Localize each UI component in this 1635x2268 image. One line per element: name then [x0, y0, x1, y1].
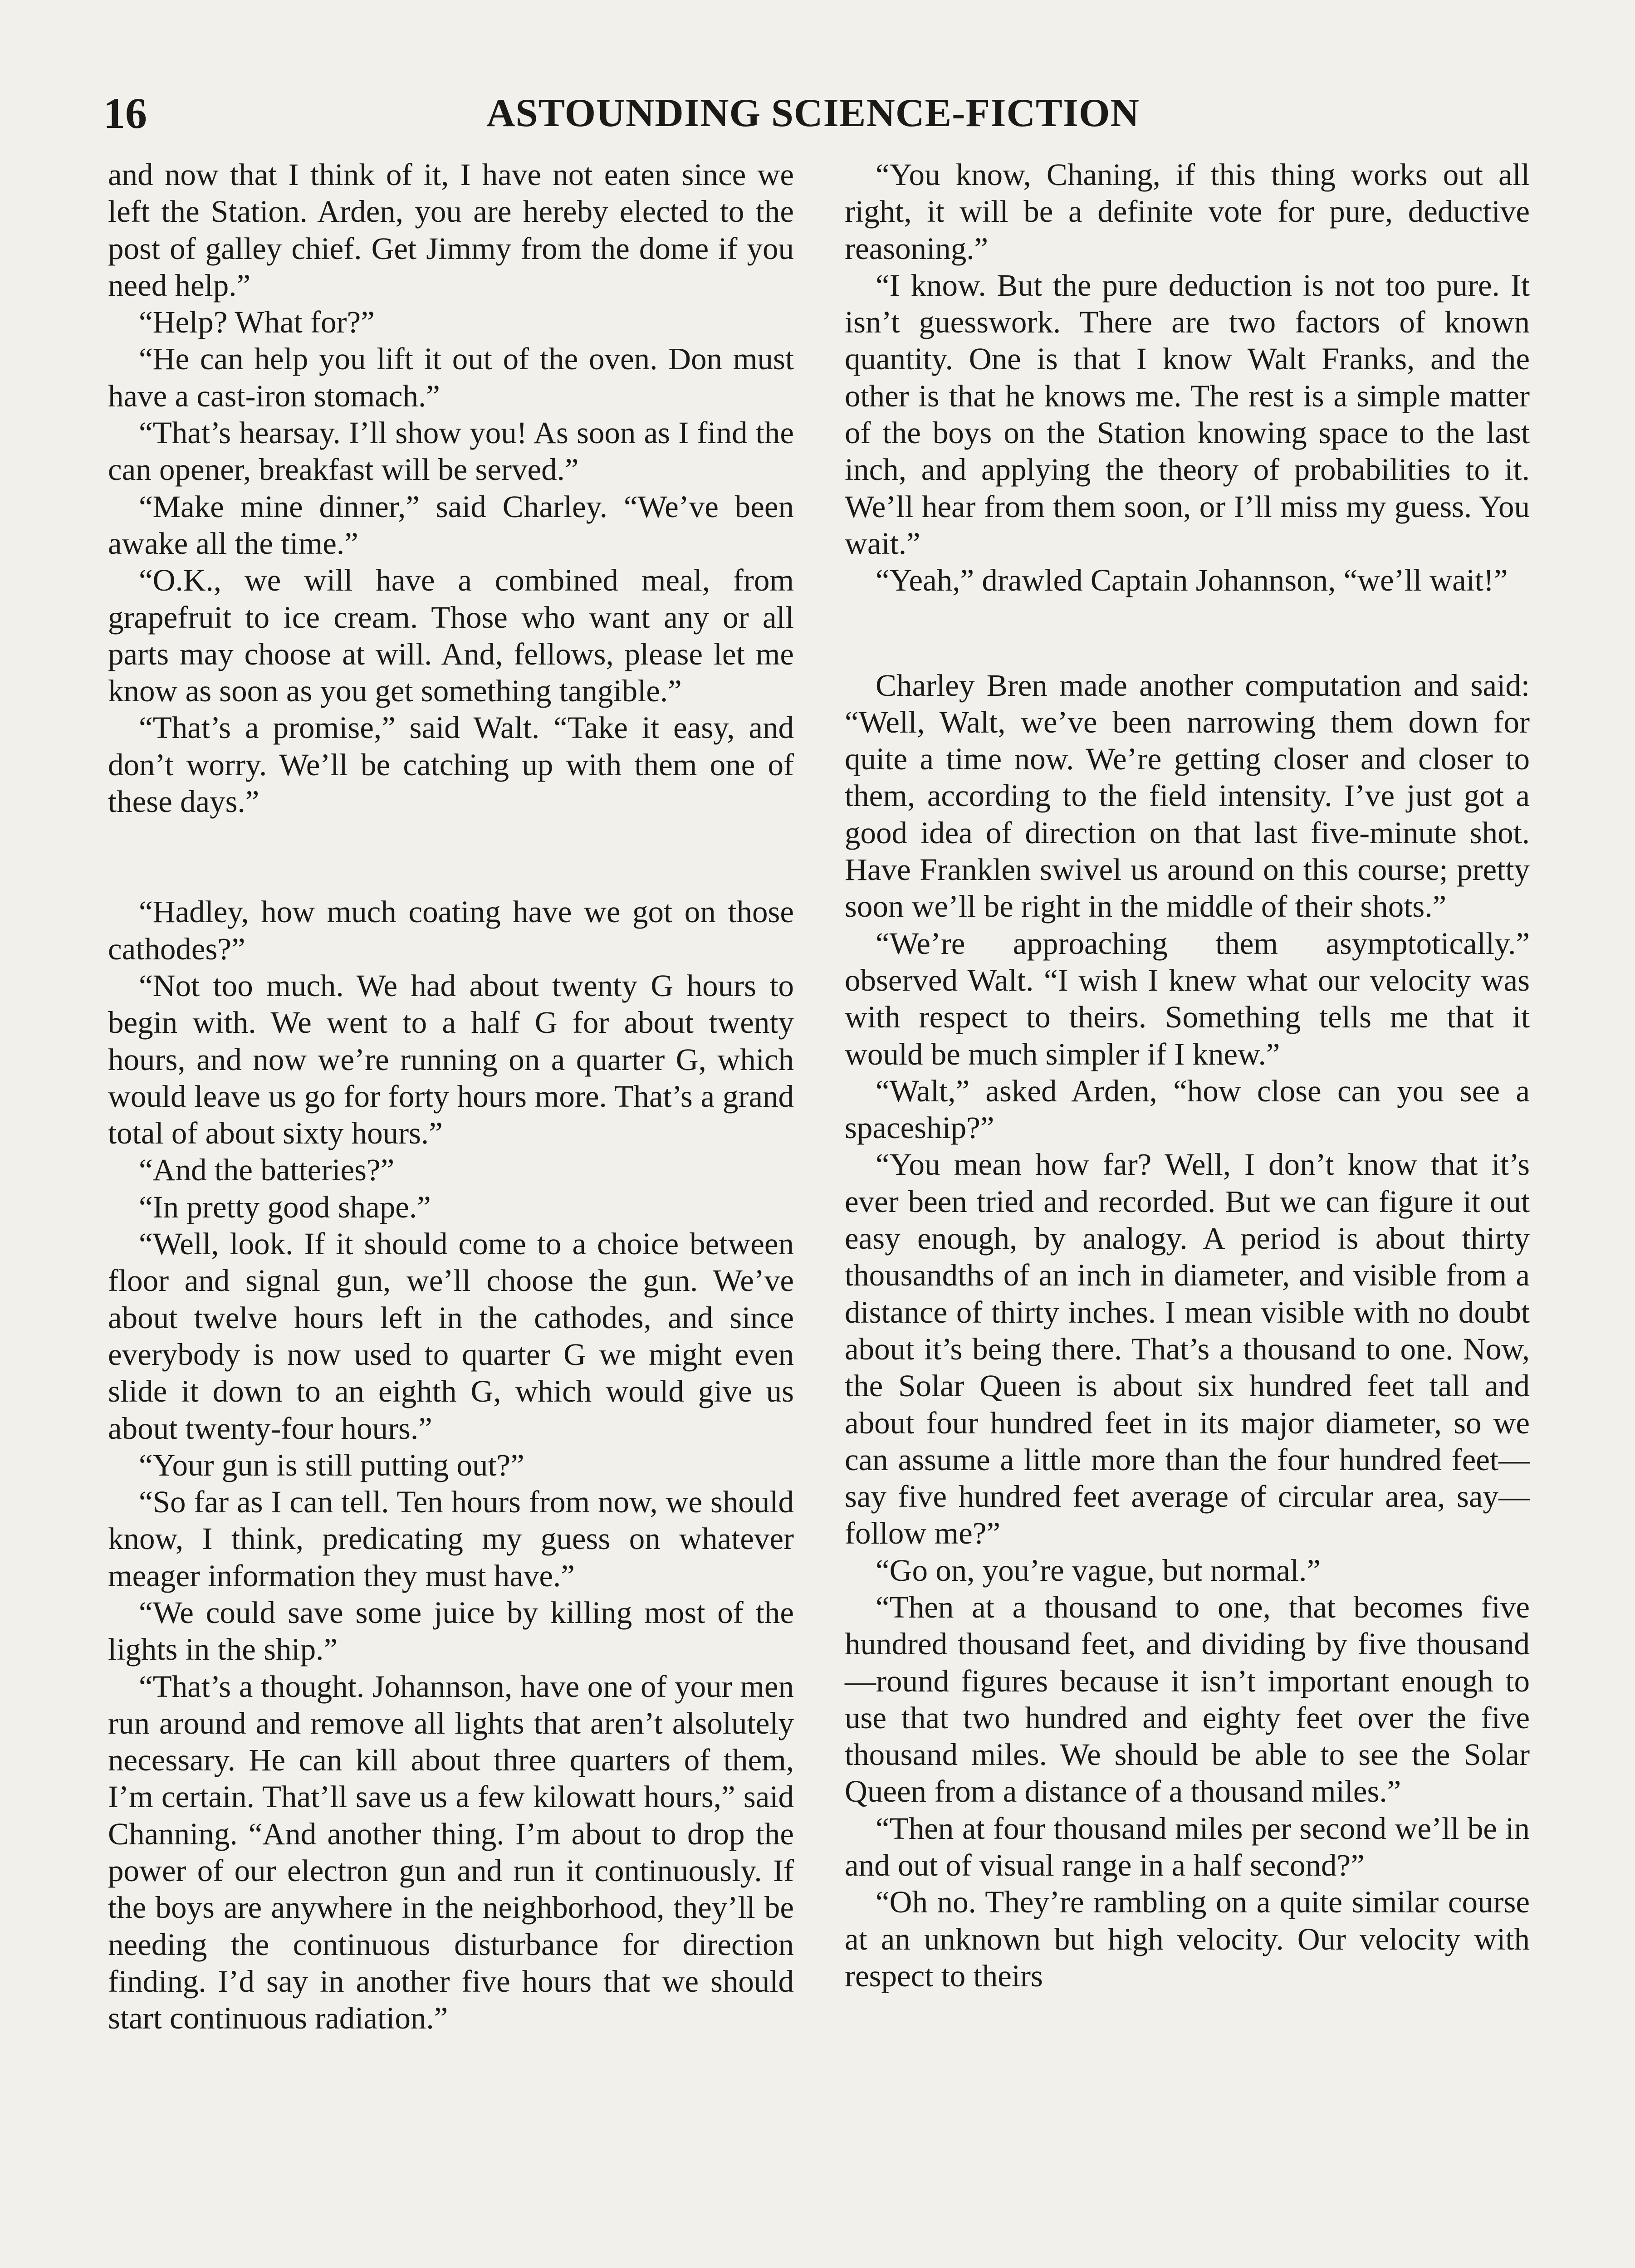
page-header: [103, 86, 1522, 150]
paragraph: “Yeah,” drawled Captain Johannson, “we’ll wait!”: [876, 563, 1508, 598]
paragraph: “Make mine dinner,” said Charley. “We’ve been awake all the time.”: [108, 489, 794, 561]
paragraph: and now that I think of it, I have not eaten since we left the Station. Arden, you are hereby elected to the post of galley chief. Get Jimmy from the dome if you need help.”: [108, 157, 794, 303]
right-column: [845, 156, 1530, 1994]
paragraph: “Well, look. If it should come to a choice between floor and signal gun, we’ll choose the gun. We’ve about twelve hours left in the cathodes, and since everybody is now used to quarter G we might even slide it down to an eighth G, which would give us about twenty-four hours.”: [108, 1227, 794, 1446]
paragraph: “That’s a promise,” said Walt. “Take it easy, and don’t worry. We’ll be catching up with them one of these days.”: [108, 710, 794, 819]
paragraph: Charley Bren made another computation and said: “Well, Walt, we’ve been narrowing them down for quite a time now. We’re getting closer and closer to them, according to the field intensity. I’ve just got a good idea of direction on that last five-minute shot. Have Franklen swivel us around on this course; pretty soon we’ll be right in the middle of their shots.”: [845, 668, 1530, 924]
paragraph: “We’re approaching them asymptotically.” observed Walt. “I wish I knew what our velocity was with respect to theirs. Something tells me that it would be much simpler if I knew.”: [845, 926, 1530, 1071]
left-column: [108, 156, 794, 2037]
paragraph: “So far as I can tell. Ten hours from now, we should know, I think, predicating my guess on whatever meager information they must have.”: [108, 1485, 794, 1593]
paragraph: “He can help you lift it out of the oven. Don must have a cast-iron stomach.”: [108, 342, 794, 413]
paragraph: “Then at a thousand to one, that becomes five hundred thousand feet, and dividing by five thousand—round figures because it isn’t important enough to use that two hundred and eighty feet over the five thousand miles. We should be able to see the Solar Queen from a distance of a thousand miles.”: [845, 1589, 1530, 1809]
paragraph: “Go on, you’re vague, but normal.”: [876, 1553, 1321, 1588]
page-number: 16: [103, 89, 147, 137]
paragraph: “Hadley, how much coating have we got on those cathodes?”: [108, 894, 794, 966]
paragraph: “We could save some juice by killing most of the lights in the ship.”: [108, 1595, 794, 1667]
running-head: ASTOUNDING SCIENCE-FICTION: [486, 91, 1140, 135]
paragraph: “And the batteries?”: [139, 1153, 395, 1188]
paragraph: “You mean how far? Well, I don’t know that it’s ever been tried and recorded. But we can figure it out easy enough, by analogy. A period is about thirty thousandths of an inch in diameter, and visible from a distance of thirty inches. I mean visible with no doubt about it’s being there. That’s a thousand to one. Now, the Solar Queen is about six hundred feet tall and about four hundred feet in its major diameter, so we can assume a little more than the four hundred feet—say five hundred feet average of circular area, say—follow me?”: [845, 1147, 1530, 1551]
paragraph: “In pretty good shape.”: [139, 1189, 431, 1224]
paragraph: “I know. But the pure deduction is not too pure. It isn’t guesswork. There are two factors of known quantity. One is that I know Walt Franks, and the other is that he knows me. The rest is a simple matter of the boys on the Station knowing space to the last inch, and applying the theory of probabilities to it. We’ll hear from them soon, or I’ll miss my guess. You wait.”: [845, 268, 1530, 561]
paragraph: “Walt,” asked Arden, “how close can you see a spaceship?”: [845, 1073, 1530, 1145]
paragraph: “Not too much. We had about twenty G hours to begin with. We went to a half G for about twenty hours, and now we’re running on a quarter G, which would leave us go for forty hours more. That’s a grand total of about sixty hours.”: [108, 968, 794, 1151]
paragraph: “That’s a thought. Johannson, have one of your men run around and remove all lights that aren’t alsolutely necessary. He can kill about three quarters of them, I’m certain. That’ll save us a few kilowatt hours,” said Channing. “And another thing. I’m about to drop the power of our electron gun and run it continuously. If the boys are anywhere in the neighborhood, they’ll be needing the continuous disturbance for direction finding. I’d say in another five hours that we should start continuous radiation.”: [108, 1669, 794, 2036]
paragraph: “You know, Chaning, if this thing works out all right, it will be a definite vote for pure, deductive reasoning.”: [845, 157, 1530, 266]
paragraph: “O.K., we will have a combined meal, from grapefruit to ice cream. Those who want any or all parts may choose at will. And, fellows, please let me know as soon as you get something tangible.”: [108, 563, 794, 709]
paragraph: “Your gun is still putting out?”: [139, 1447, 524, 1482]
paragraph: “Then at four thousand miles per second we’ll be in and out of visual range in a half second?”: [845, 1811, 1530, 1883]
paragraph: “Help? What for?”: [139, 305, 375, 340]
paragraph: “That’s hearsay. I’ll show you! As soon as I find the can opener, breakfast will be served.”: [108, 415, 794, 487]
paragraph: “Oh no. They’re rambling on a quite similar course at an unknown but high velocity. Our velocity with respect to theirs: [845, 1885, 1530, 1993]
